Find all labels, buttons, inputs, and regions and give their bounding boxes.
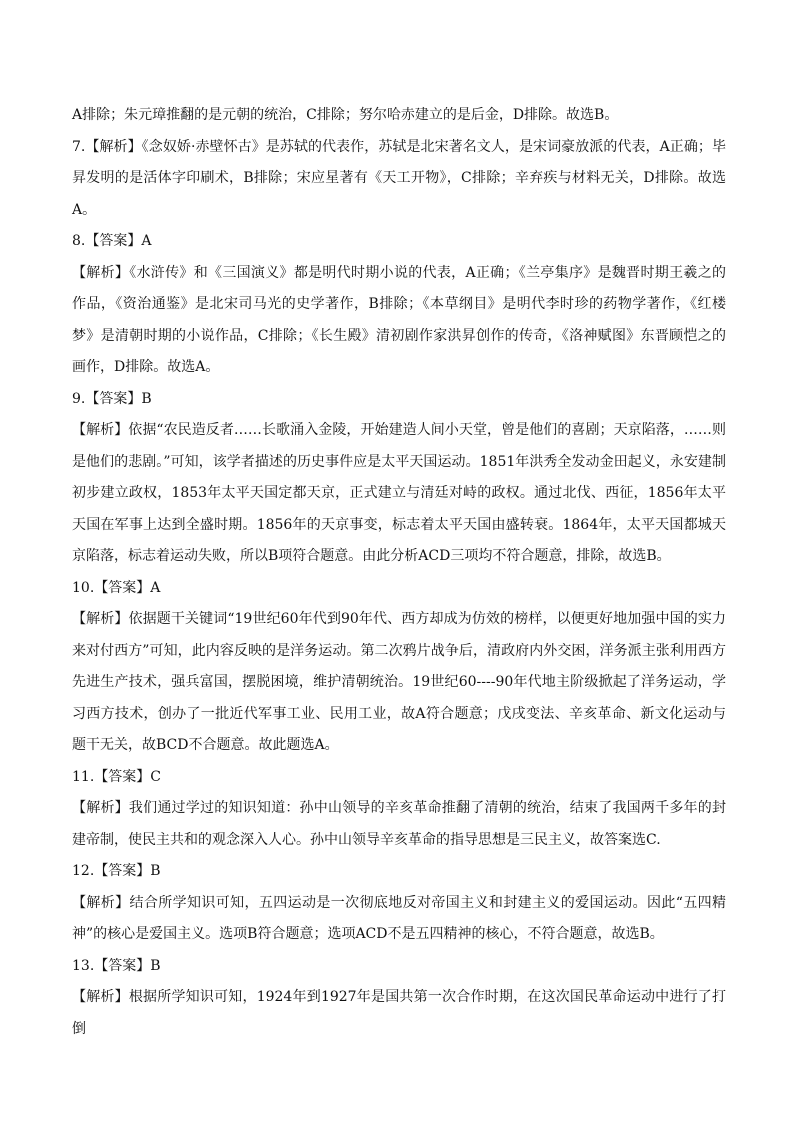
- answer-10-heading: 10.【答案】A: [72, 579, 161, 596]
- answer-13-analysis: 【解析】根据所学知识可知，1924年到1927年是国共第一次合作时期，在这次国民革命运动中进行了打倒: [72, 989, 726, 1037]
- answer-explanations: [72, 100, 726, 1045]
- answer-7-analysis: 7.【解析】《念奴娇·赤壁怀古》是苏轼的代表作，苏轼是北宋著名文人，是宋词豪放派的代表，A正确；毕昇发明的是活体字印刷术，B排除；宋应星著有《天工开物》，C排除；辛弃疾与材料无关，D排除。故选A。: [72, 138, 726, 218]
- answer-8-heading: 8.【答案】A: [72, 233, 152, 249]
- answer-10-analysis: 【解析】依据题干关键词“19世纪60年代到90年代、西方却成为仿效的榜样，以便更好地加强中国的实力来对付西方”可知，此内容反映的是洋务运动。第二次鸦片战争后，清政府内外交困，洋务派主张利用西方先进生产技术，强兵富国，摆脱困境，维护清朝统治。19世纪60----90年代地主阶级掀起了洋务运动，学习西方技术，创办了一批近代军事工业、民用工业，故A符合题意；戊戌变法、辛亥革命、新文化运动与题干无关，故BCD不合题意。故此题选A。: [72, 611, 726, 753]
- answer-12-analysis: 【解析】结合所学知识可知，五四运动是一次彻底地反对帝国主义和封建主义的爱国运动。因此“五四精神”的核心是爱国主义。选项B符合题意；选项ACD不是五四精神的核心，不符合题意，故选B。: [72, 894, 726, 942]
- answer-12-heading: 12.【答案】B: [72, 863, 161, 879]
- answer-8-analysis: 【解析】《水浒传》和《三国演义》都是明代时期小说的代表，A正确；《兰亭集序》是魏晋时期王羲之的作品，《资治通鉴》是北宋司马光的史学著作，B排除；《本草纲目》是明代李时珍的药物学著作，《红楼梦》是清朝时期的小说作品，C排除；《长生殿》清初剧作家洪昇创作的传奇，《洛神赋图》东晋顾恺之的画作，D排除。故选A。: [72, 264, 726, 375]
- text-line: A排除；朱元璋推翻的是元朝的统治，C排除；努尔哈赤建立的是后金，D排除。故选B。: [72, 107, 619, 123]
- answer-11-analysis: 【解析】我们通过学过的知识知道：孙中山领导的辛亥革命推翻了清朝的统治，结束了我国两千多年的封建帝制，使民主共和的观念深入人心。孙中山领导辛亥革命的指导思想是三民主义，故答案选C.: [72, 800, 726, 848]
- answer-11-heading: 11.【答案】C: [72, 768, 161, 785]
- answer-9-heading: 9.【答案】B: [72, 390, 152, 407]
- answer-9-analysis: 【解析】依据“农民造反者……长歌涌入金陵，开始建造人间小天堂，曾是他们的喜剧；天京陷落，……则是他们的悲剧。”可知，该学者描述的历史事件应是太平天国运动。1851年洪秀全发动金田起义，永安建制初步建立政权，1853年太平天国定都天京，正式建立与清廷对峙的政权。通过北伐、西征，1856年太平天国在军事上达到全盛时期。1856年的天京事变，标志着太平天国由盛转衰。1864年，太平天国都城天京陷落，标志着运动失败，所以B项符合题意。由此分析ACD三项均不符合题意，排除，故选B。: [72, 422, 726, 564]
- answer-13-heading: 13.【答案】B: [72, 957, 161, 974]
